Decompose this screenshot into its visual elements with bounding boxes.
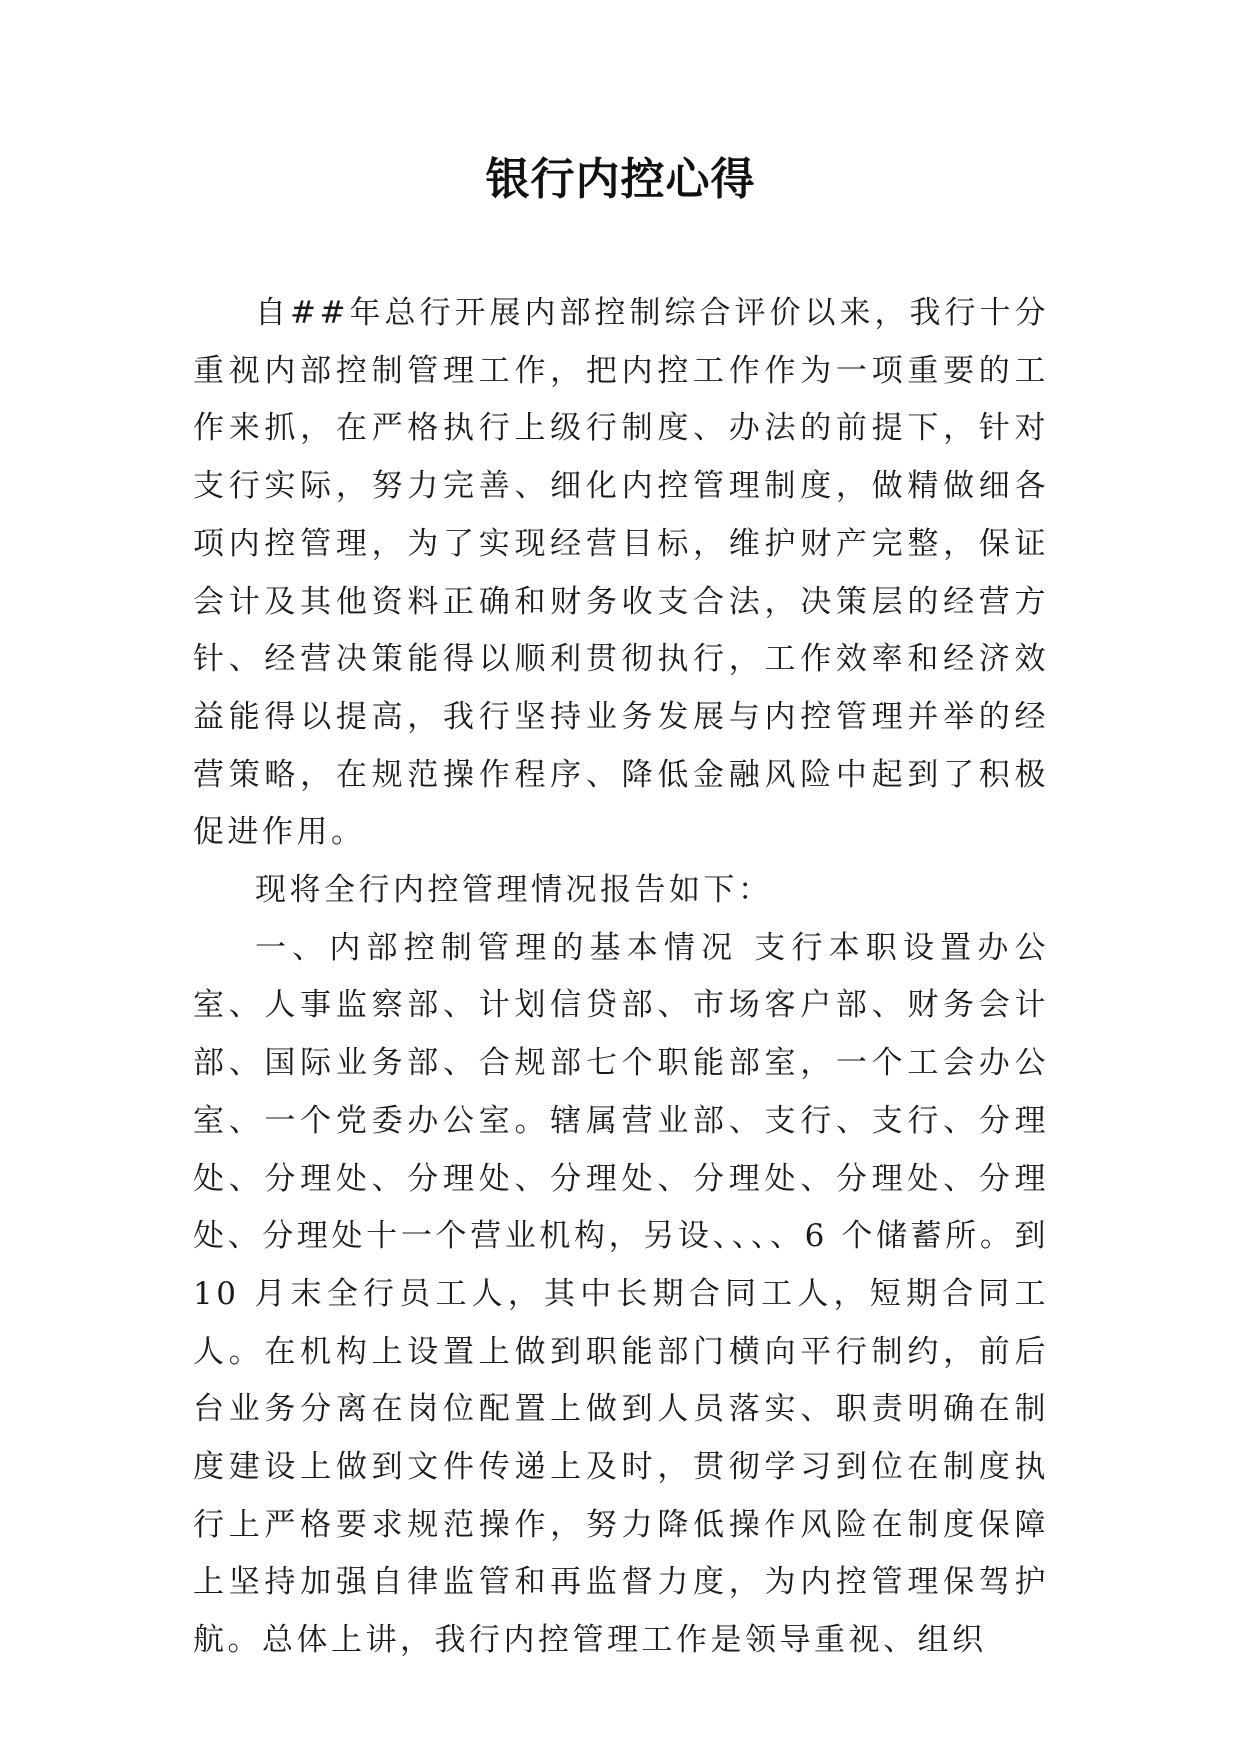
paragraph-basic-situation: 一、内部控制管理的基本情况 支行本职设置办公室、人事监察部、计划信贷部、市场客户部、财务会计部、国际业务部、合规部七个职能部室，一个工会办公室、一个党委办公室。辖属营业部、支行、支行、分理处、分理处、分理处、分理处、分理处、分理处、分理处、分理处十一个营业机构，另设、、、、6 个储蓄所。到 10 月末全行员工人，其中长期合同工人，短期合同工人。在机构上设置上做到职能部门横向平行制约，前后台业务分离在岗位配置上做到人员落实、职责明确在制度建设上做到文件传递上及时，贯彻学习到位在制度执行上严格要求规范操作，努力降低操作风险在制度保障上坚持加强自律监管和再监督力度，为内控管理保驾护航。总体上讲，我行内控管理工作是领导重视、组织: [193, 929, 1049, 1659]
paragraph-report-lead: 现将全行内控管理情况报告如下：: [255, 872, 773, 909]
document-title: 银行内控心得: [485, 154, 756, 205]
document-body: [193, 285, 1049, 1670]
paragraph-intro: 自##年总行开展内部控制综合评价以来，我行十分重视内部控制管理工作，把内控工作作为一项重要的工作来抓，在严格执行上级行制度、办法的前提下，针对支行实际，努力完善、细化内控管理制度，做精做细各项内控管理，为了实现经营目标，维护财产完整，保证会计及其他资料正确和财务收支合法，决策层的经营方针、经营决策能得以顺利贯彻执行，工作效率和经济效益能得以提高，我行坚持业务发展与内控管理并举的经营策略，在规范操作程序、降低金融风险中起到了积极促进作用。: [193, 295, 1049, 851]
